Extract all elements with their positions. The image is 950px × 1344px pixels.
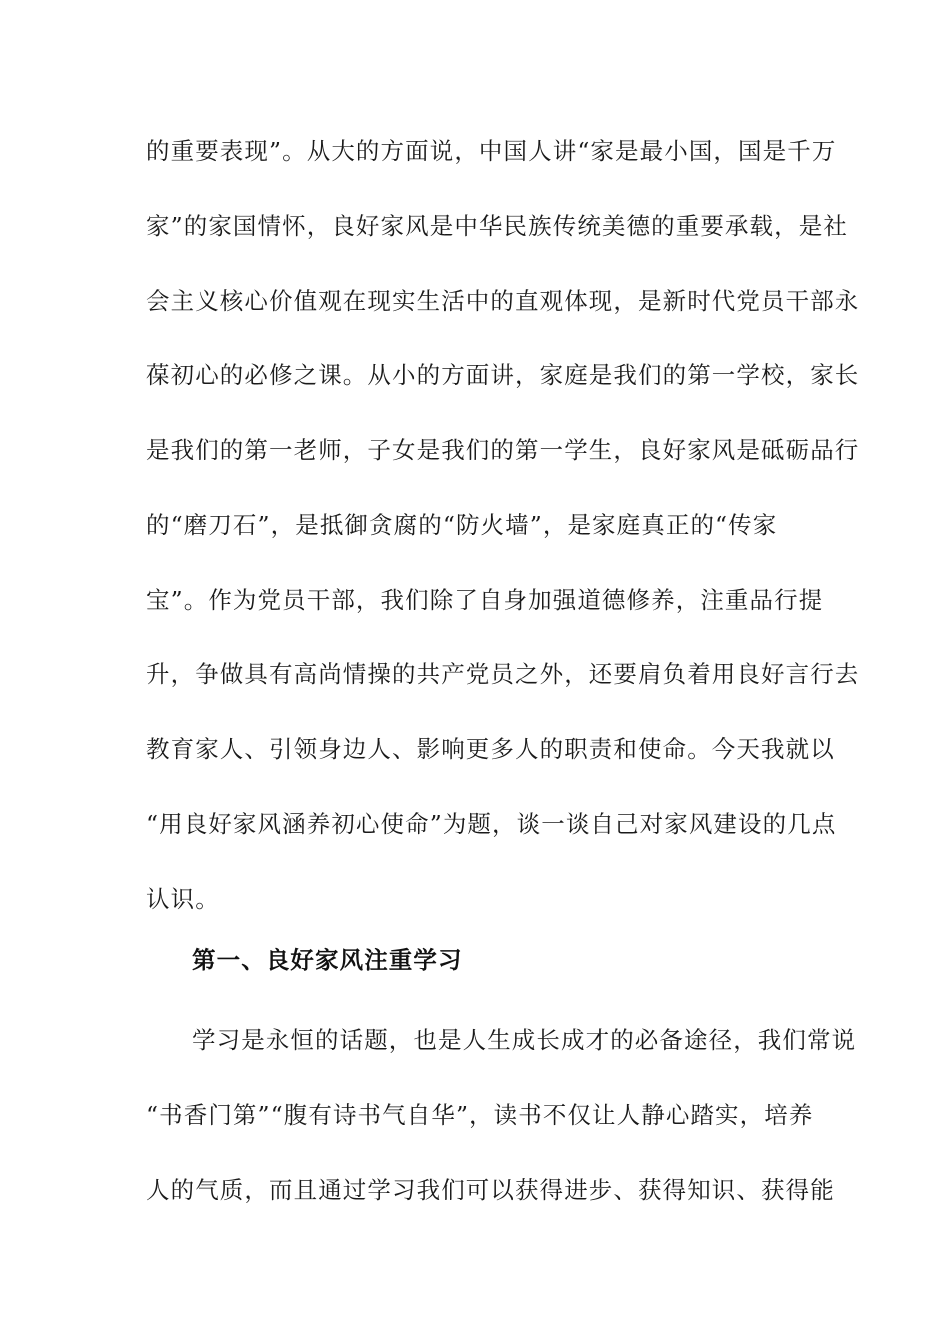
body-text-line: 葆初心的必修之课。从小的方面讲，家庭是我们的第一学校，家长	[146, 361, 860, 389]
body-text-line: 学习是永恒的话题，也是人生成长成才的必备途径，我们常说	[192, 1026, 857, 1054]
section-heading: 第一、良好家风注重学习	[192, 946, 463, 974]
body-text-line: 会主义核心价值观在现实生活中的直观体现，是新时代党员干部永	[146, 287, 860, 315]
body-text-line: “书香门第”“腹有诗书气自华”，读书不仅让人静心踏实，培养	[146, 1101, 814, 1129]
body-text-line: 认识。	[146, 885, 220, 913]
body-text-line: 的“磨刀石”，是抵御贪腐的“防火墙”，是家庭真正的“传家	[146, 511, 778, 539]
body-text-line: 的重要表现”。从大的方面说，中国人讲“家是最小国，国是千万	[146, 137, 837, 165]
body-text-line: 是我们的第一老师，子女是我们的第一学生，良好家风是砥砺品行	[146, 436, 860, 464]
body-text-line: 教育家人、引领身边人、影响更多人的职责和使命。今天我就以	[146, 735, 835, 763]
body-text-line: 升，争做具有高尚情操的共产党员之外，还要肩负着用良好言行去	[146, 660, 860, 688]
body-text-line: 家”的家国情怀，良好家风是中华民族传统美德的重要承载，是社	[146, 212, 848, 240]
body-text-line: “用良好家风涵养初心使命”为题，谈一谈自己对家风建设的几点	[146, 810, 837, 838]
body-text-line: 宝”。作为党员干部，我们除了自身加强道德修养，注重品行提	[146, 586, 824, 614]
body-text-line: 人的气质，而且通过学习我们可以获得进步、获得知识、获得能	[146, 1176, 835, 1204]
